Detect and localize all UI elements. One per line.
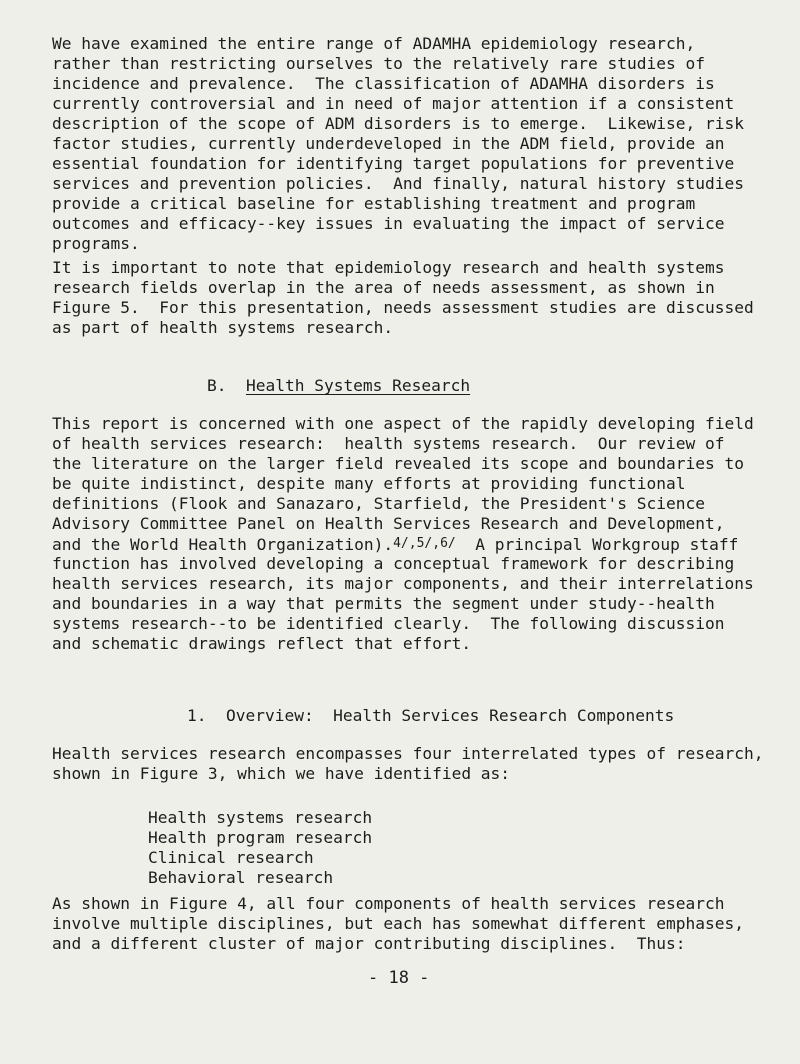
paragraph-needs-assessment — [52, 258, 792, 338]
text-line: of health services research: health systems research. Our review of — [52, 434, 725, 453]
text-line: outcomes and efficacy--key issues in evaluating the impact of service — [52, 214, 725, 233]
text-line: Health services research encompasses four interrelated types of research, — [52, 744, 764, 763]
text-line: rather than restricting ourselves to the relatively rare studies of — [52, 54, 705, 73]
paragraph-epidemiology-scope — [52, 34, 792, 254]
text-fragment: A principal Workgroup staff — [455, 535, 739, 554]
section-title: Health Systems Research — [245, 376, 471, 395]
list-item: Behavioral research — [148, 868, 334, 887]
list-item: Health program research — [148, 828, 373, 847]
footnote-references: 4/,5/,6/ — [393, 536, 456, 551]
text-line: currently controversial and in need of major attention if a consistent — [52, 94, 735, 113]
page-number: - 18 - — [368, 968, 430, 988]
text-line: factor studies, currently underdeveloped in the ADM field, provide an — [52, 134, 725, 153]
text-line: involve multiple disciplines, but each has somewhat different emphases, — [52, 914, 744, 933]
section-label: 1. — [186, 706, 207, 725]
text-line: shown in Figure 3, which we have identified as: — [52, 764, 511, 783]
list-item: Clinical research — [148, 848, 314, 867]
text-line: This report is concerned with one aspect of the rapidly developing field — [52, 414, 754, 433]
text-fragment: and the World Health Organization). — [52, 535, 394, 554]
text-line: and boundaries in a way that permits the segment under study--health — [52, 594, 715, 613]
section-title: Overview: Health Services Research Components — [225, 706, 675, 725]
text-line: We have examined the entire range of ADAMHA epidemiology research, — [52, 34, 696, 53]
text-line: essential foundation for identifying target populations for preventive — [52, 154, 735, 173]
text-line: Advisory Committee Panel on Health Services Research and Development, — [52, 514, 725, 533]
section-label: B. — [206, 376, 227, 395]
text-line: incidence and prevalence. The classification of ADAMHA disorders is — [52, 74, 715, 93]
section-heading-b — [168, 356, 470, 416]
paragraph-health-systems-research — [52, 414, 792, 654]
text-line: function has involved developing a conceptual framework for describing — [52, 554, 735, 573]
text-line: It is important to note that epidemiology research and health systems — [52, 258, 725, 277]
text-line: description of the scope of ADM disorders is to emerge. Likewise, risk — [52, 114, 744, 133]
text-line: provide a critical baseline for establishing treatment and program — [52, 194, 696, 213]
paragraph-components-intro — [52, 744, 792, 784]
text-line: as part of health systems research. — [52, 318, 394, 337]
text-line: health services research, its major components, and their interrelations — [52, 574, 754, 593]
text-line: definitions (Flook and Sanazaro, Starfield, the President's Science — [52, 494, 705, 513]
text-line: be quite indistinct, despite many efforts at providing functional — [52, 474, 686, 493]
text-line: As shown in Figure 4, all four components of health services research — [52, 894, 725, 913]
text-line: systems research--to be identified clearly. The following discussion — [52, 614, 725, 633]
text-line: services and prevention policies. And finally, natural history studies — [52, 174, 744, 193]
text-line: programs. — [52, 234, 140, 253]
text-line: and schematic drawings reflect that effort. — [52, 634, 472, 653]
text-line: Figure 5. For this presentation, needs assessment studies are discussed — [52, 298, 754, 317]
text-line: research fields overlap in the area of needs assessment, as shown in — [52, 278, 715, 297]
research-types-list — [148, 808, 800, 888]
text-line — [52, 534, 792, 554]
text-line: the literature on the larger field revealed its scope and boundaries to — [52, 454, 744, 473]
list-item: Health systems research — [148, 808, 373, 827]
section-heading-1 — [148, 686, 674, 746]
text-line: and a different cluster of major contributing disciplines. Thus: — [52, 934, 686, 953]
paragraph-disciplines — [52, 894, 792, 954]
